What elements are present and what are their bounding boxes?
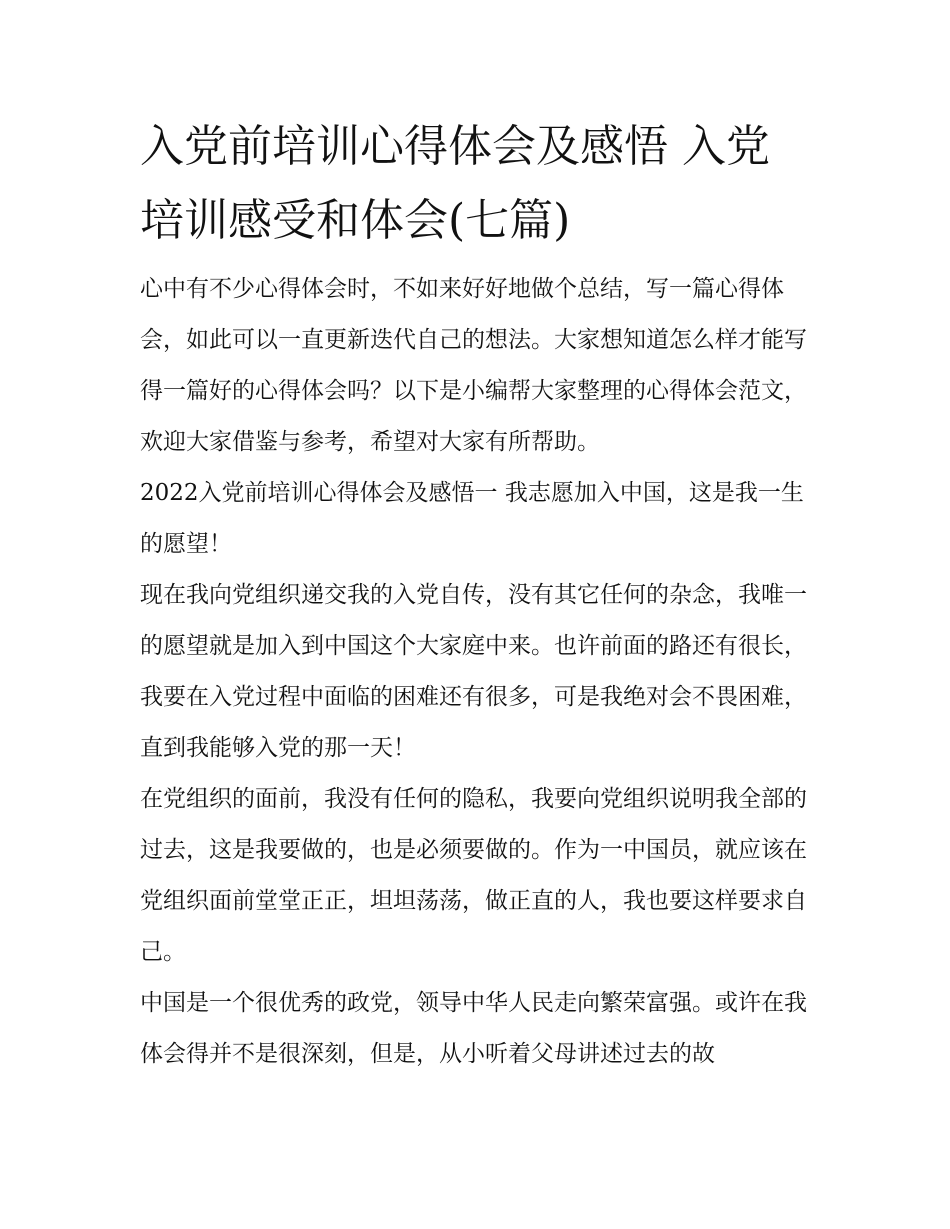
document-body <box>140 110 812 1080</box>
document-title: 入党前培训心得体会及感悟 入党培训感受和体会(七篇) <box>140 121 770 246</box>
paragraph-section-one-heading: 2022入党前培训心得体会及感悟一 我志愿加入中国，这是我一生的愿望！ <box>140 480 804 557</box>
paragraph-intro: 心中有不少心得体会时，不如来好好地做个总结，写一篇心得体会，如此可以一直更新迭代自己的想法。大家想知道怎么样才能写得一篇好的心得体会吗？以下是小编帮大家整理的心得体会范文，欢迎大家借鉴与参考，希望对大家有所帮助。 <box>140 276 807 455</box>
paragraph-party-excellence: 中国是一个很优秀的政党，领导中华人民走向繁荣富强。或许在我体会得并不是很深刻，但是，从小听着父母讲述过去的故 <box>140 990 807 1067</box>
paragraph-honesty: 在党组织的面前，我没有任何的隐私，我要向党组织说明我全部的过去，这是我要做的，也是必须要做的。作为一中国员，就应该在党组织面前堂堂正正，坦坦荡荡，做正直的人，我也要这样要求自己。 <box>140 786 807 965</box>
paragraph-autobiography: 现在我向党组织递交我的入党自传，没有其它任何的杂念，我唯一的愿望就是加入到中国这个大家庭中来。也许前面的路还有很长，我要在入党过程中面临的困难还有很多，可是我绝对会不畏困难，直到我能够入党的那一天！ <box>140 582 807 761</box>
